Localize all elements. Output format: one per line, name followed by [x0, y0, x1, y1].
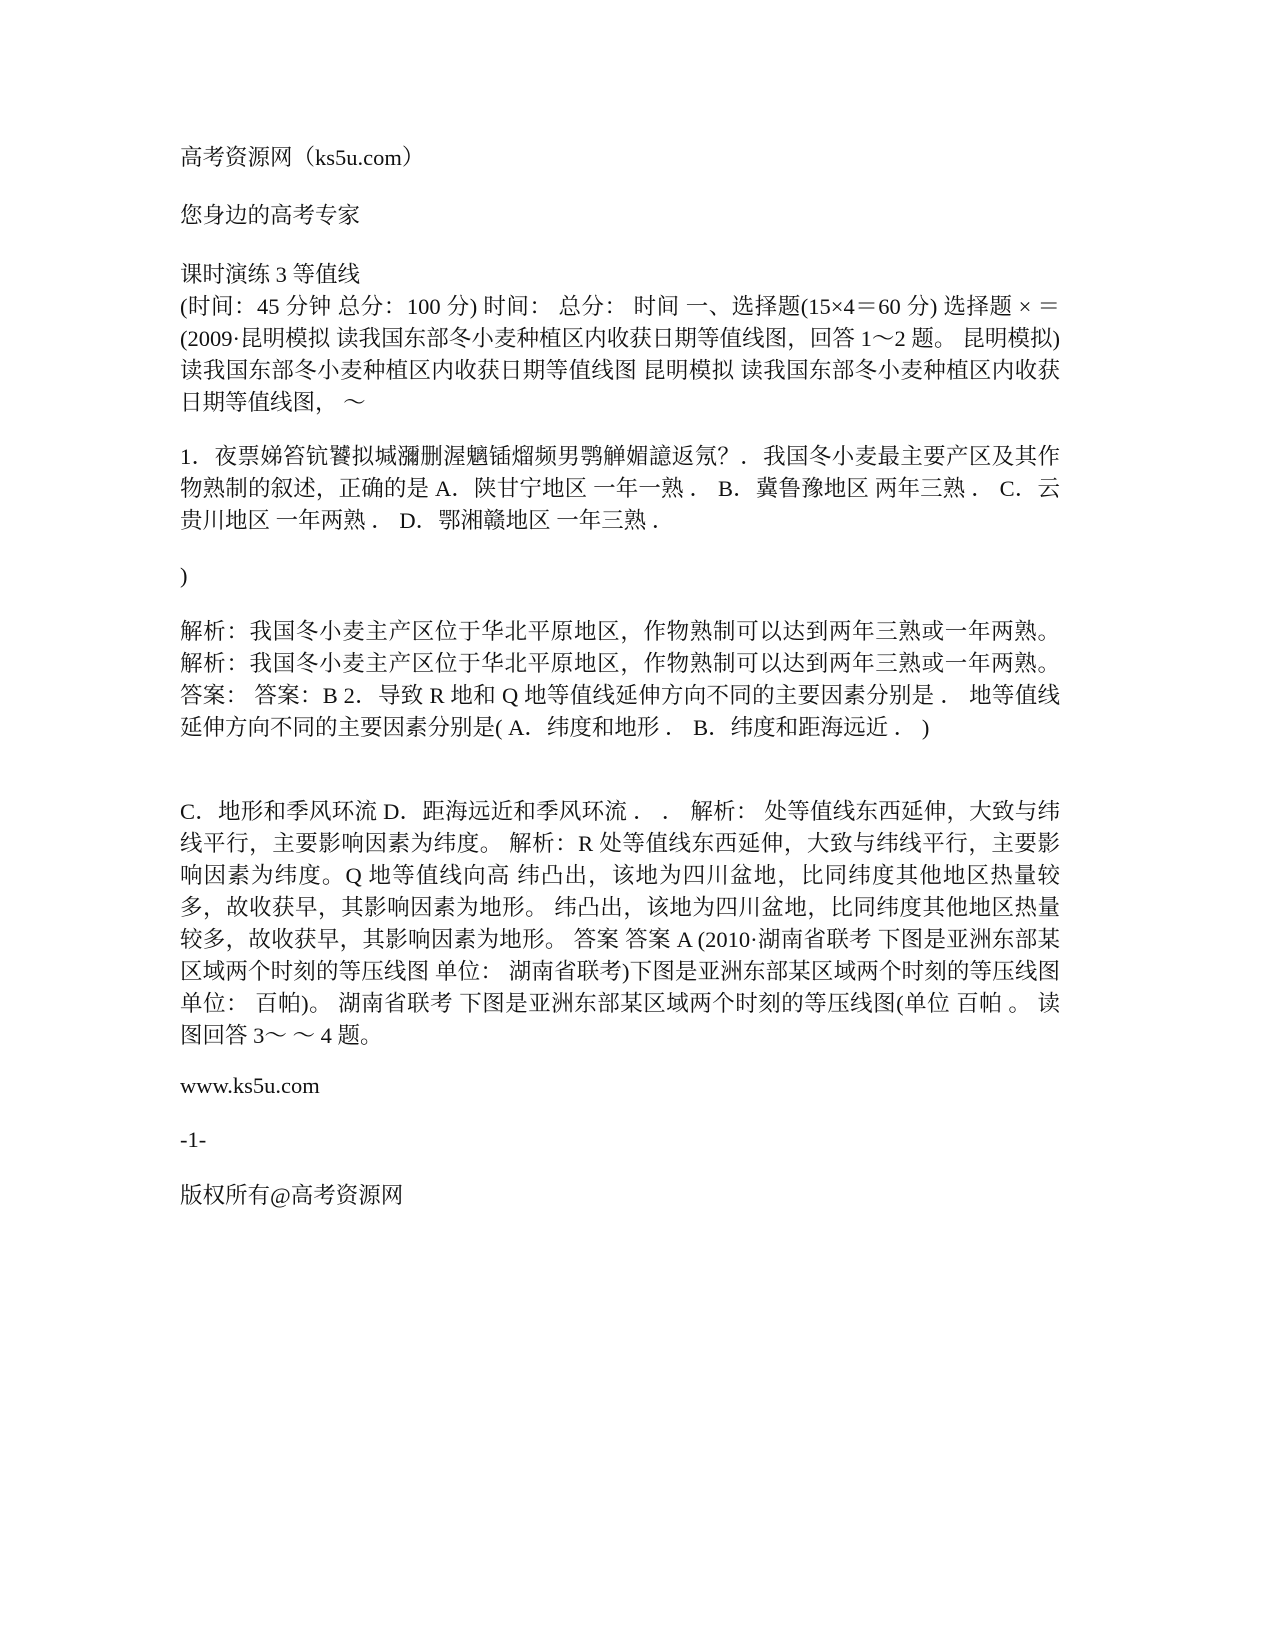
closing-paren: )	[180, 563, 188, 588]
footer-url: www.ks5u.com	[180, 1073, 320, 1098]
analysis-paragraph-2: C．地形和季风环流 D．距海远近和季风环流 ． ． 解析： 处等值线东西延伸，大致与纬线平行，主要影响因素为纬度。 解析：R 处等值线东西延伸，大致与纬线平行，主要影响因素为纬度。Q 地等值线向高 纬凸出，该地为四川盆地，比同纬度其他地区热量较多，故收获早，其影响因素为地形。 纬凸出，该地为四川盆地，比同纬度其他地区热量较多，故收获早，其影响因素为地形。 答案 答案 A (2010·湖南省联考 下图是亚洲东部某区域两个时刻的等压线图 单位： 湖南省联考)下图是亚洲东部某区域两个时刻的等压线图 单位： 百帕)。 湖南省联考 下图是亚洲东部某区域两个时刻的等压线图(单位 百帕 。 读图回答 3～ ～ 4 题。	[180, 799, 1060, 1048]
exam-intro-paragraph: (时间：45 分钟 总分：100 分) 时间： 总分： 时间 一、选择题(15×4＝60 分) 选择题 × ＝ (2009·昆明模拟 读我国东部冬小麦种植区内收获日期等值线图，回答 1～2 题。 昆明模拟)读我国东部冬小麦种植区内收获日期等值线图 昆明模拟 读我国东部冬小麦种植区内收获日期等值线图， ～	[180, 294, 1060, 415]
site-tagline: 您身边的高考专家	[180, 203, 361, 228]
question-1-paragraph: 1．夜票娣笞钪饕拟堿瀰删渥魑锸熘频男鹗觯媚譩返氖？．我国冬小麦最主要产区及其作物熟制的叙述，正确的是 A．陕甘宁地区 一年一熟 ． B．冀鲁豫地区 两年三熟 ． C．云贵川地区 一年两熟 ． D．鄂湘赣地区 一年三熟 ．	[180, 444, 1060, 533]
lesson-title: 课时演练 3 等值线	[180, 262, 361, 287]
copyright-notice: 版权所有@高考资源网	[180, 1183, 404, 1208]
page-number: -1-	[180, 1127, 207, 1152]
analysis-paragraph-1: 解析：我国冬小麦主产区位于华北平原地区，作物熟制可以达到两年三熟或一年两熟。 解析：我国冬小麦主产区位于华北平原地区，作物熟制可以达到两年三熟或一年两熟。 答案： 答案：B 2．导致 R 地和 Q 地等值线延伸方向不同的主要因素分别是 ． 地等值线延伸方向不同的主要因素分别是( A．纬度和地形 ． B．纬度和距海远近 ． )	[180, 619, 1060, 740]
site-header: 高考资源网（ks5u.com）	[180, 145, 425, 170]
